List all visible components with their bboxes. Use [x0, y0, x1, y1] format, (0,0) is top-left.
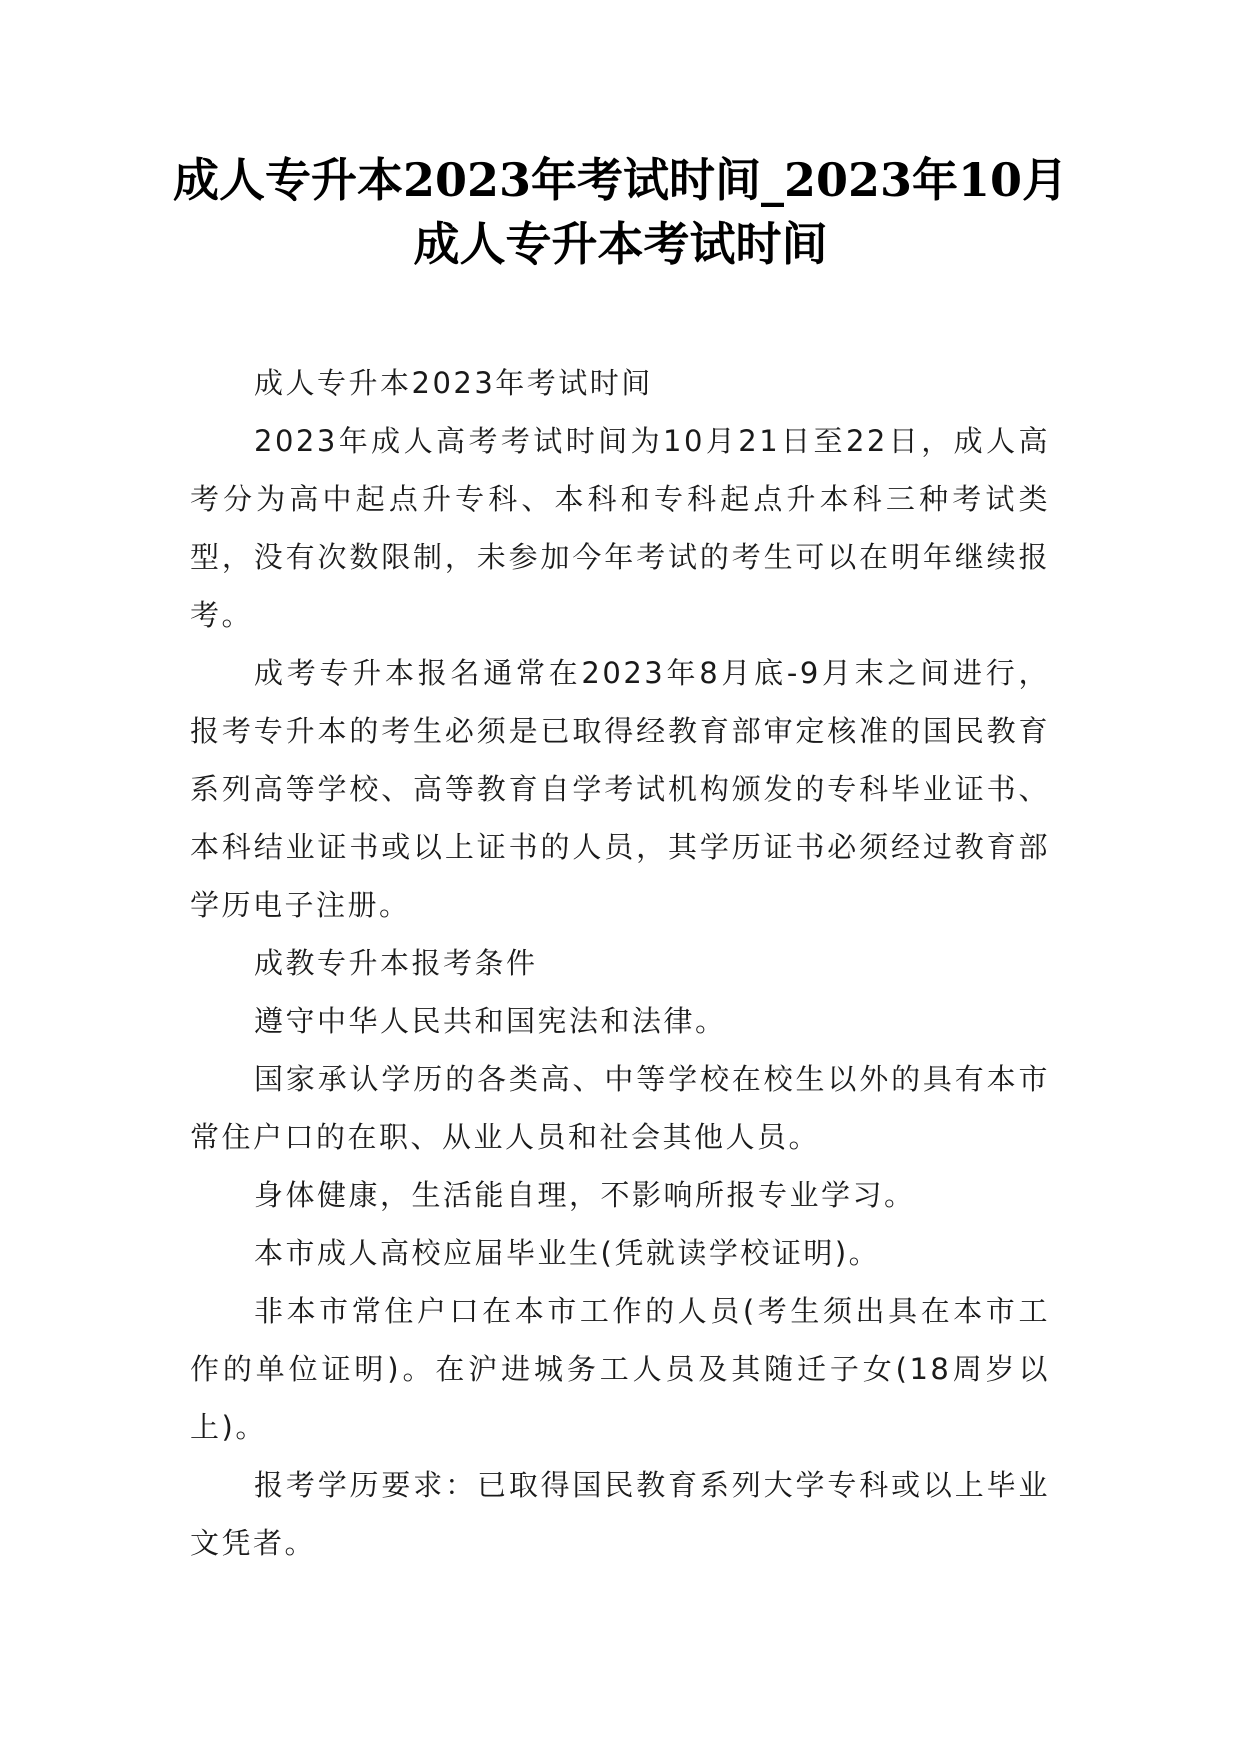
title-line-2: 成人专升本考试时间	[413, 217, 828, 271]
section-heading-exam-time: 成人专升本2023年考试时间	[254, 366, 653, 400]
paragraph-exam-date: 2023年成人高考考试时间为10月21日至22日，成人高考分为高中起点升专科、本科和专科起点升本科三种考试类型，没有次数限制，未参加今年考试的考生可以在明年继续报考。	[190, 424, 1050, 632]
condition-health: 身体健康，生活能自理，不影响所报专业学习。	[254, 1178, 916, 1212]
document-body	[190, 354, 1050, 1572]
paragraph-registration: 成考专升本报名通常在2023年8月底-9月末之间进行，报考专升本的考生必须是已取得经教育部审定核准的国民教育系列高等学校、高等教育自学考试机构颁发的专科毕业证书、本科结业证书或以上证书的人员，其学历证书必须经过教育部学历电子注册。	[190, 656, 1050, 922]
condition-graduates: 本市成人高校应届毕业生(凭就读学校证明)。	[254, 1236, 881, 1270]
title-line-1: 成人专升本2023年考试时间_2023年10月	[172, 153, 1069, 207]
condition-non-resident: 非本市常住户口在本市工作的人员(考生须出具在本市工作的单位证明)。在沪进城务工人员及其随迁子女(18周岁以上)。	[190, 1294, 1050, 1444]
condition-law: 遵守中华人民共和国宪法和法律。	[254, 1004, 727, 1038]
condition-education: 报考学历要求：已取得国民教育系列大学专科或以上毕业文凭者。	[190, 1468, 1050, 1560]
document-title	[150, 148, 1091, 276]
condition-residency: 国家承认学历的各类高、中等学校在校生以外的具有本市常住户口的在职、从业人员和社会其他人员。	[190, 1062, 1050, 1154]
section-heading-conditions: 成教专升本报考条件	[254, 946, 538, 980]
